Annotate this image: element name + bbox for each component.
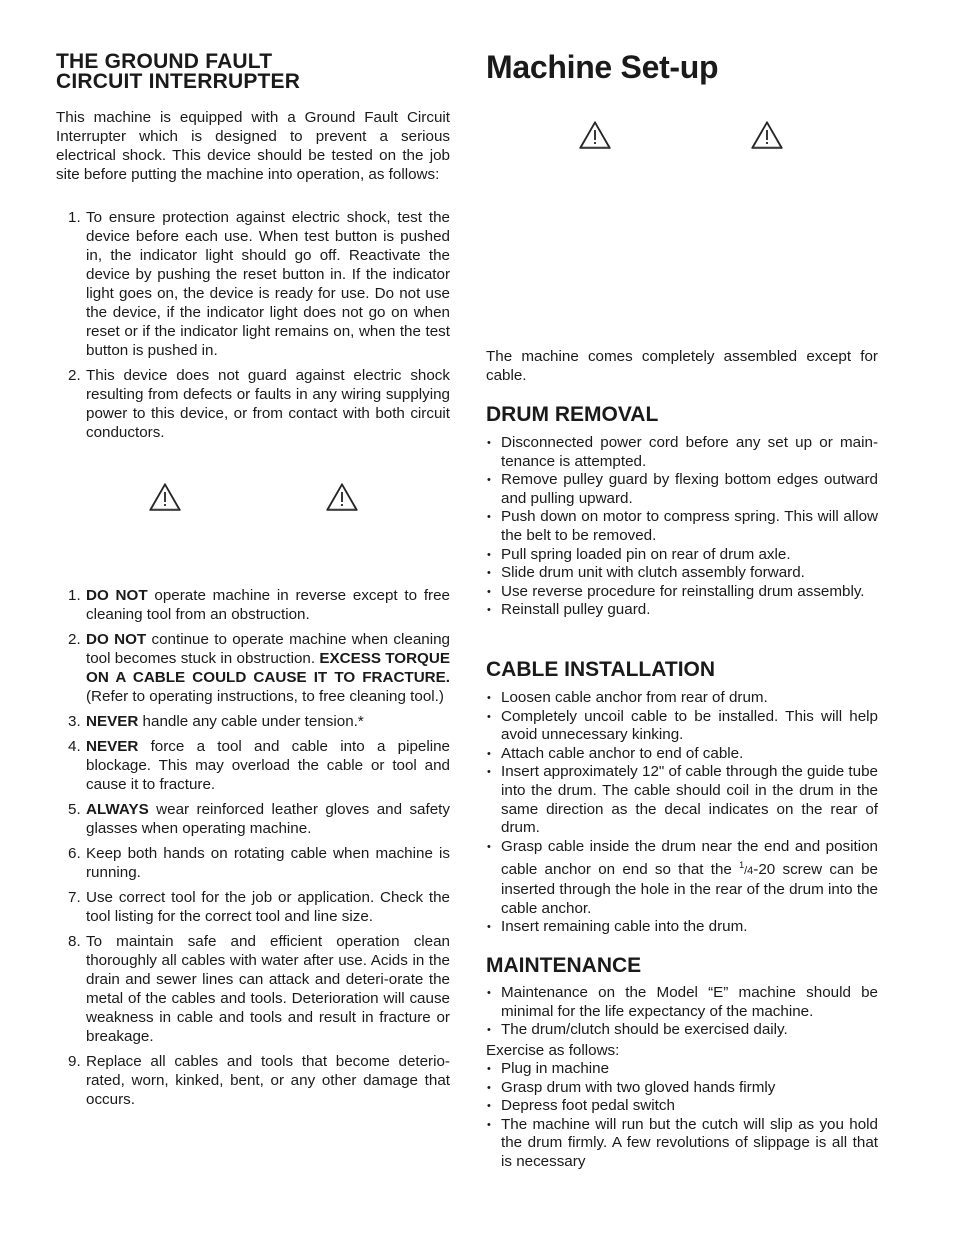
assembled-note: The machine comes completely assembled except for cable. bbox=[486, 348, 878, 384]
safety-rule-emphasis: DO NOT bbox=[86, 631, 147, 648]
list-item: • Depress foot pedal switch bbox=[486, 1097, 878, 1116]
list-item: • Grasp drum with two gloved hands firmly bbox=[486, 1079, 878, 1098]
safety-rule-text: To maintain safe and efficient operation clean thoroughly all cables with water after use. Acids in the drain and sewer lines can attack and deteri-orate the metal of the cables and tools. Deterioration will cause weakness in cable and tools and result in fracture or breakage. bbox=[86, 933, 450, 1045]
maintenance-list bbox=[486, 984, 878, 1040]
gfci-step-text: This device does not guard against electric shock resulting from defects or faults in any wiring supplying power to this device, or from contact with both circuit conductors. bbox=[86, 367, 450, 441]
exercise-steps-list bbox=[486, 1060, 878, 1172]
list-item: • Disconnected power cord before any set up or main-tenance is attempted. bbox=[486, 434, 878, 471]
safety-rule-number: 8. bbox=[68, 933, 81, 950]
safety-rule bbox=[56, 800, 450, 838]
drum-removal-list bbox=[486, 434, 878, 620]
gfci-step bbox=[56, 366, 450, 442]
warning-triangle-icon bbox=[578, 120, 612, 150]
safety-rule-text: force a tool and cable into a pipeline blockage. This may overload the cable or tool and cause it to fracture. bbox=[86, 738, 450, 793]
list-item: • Attach cable anchor to end of cable. bbox=[486, 745, 878, 764]
cable-installation-heading: CABLE INSTALLATION bbox=[486, 658, 716, 681]
list-item: • Completely uncoil cable to be installed. This will help avoid unnecessary kinking. bbox=[486, 708, 878, 745]
safety-rule-text: Use correct tool for the job or application. Check the tool listing for the correct tool and line size. bbox=[86, 889, 450, 925]
gfci-intro: This machine is equipped with a Ground Fault Circuit Interrupter which is designed to prevent a serious electrical shock. This device should be tested on the job site before putting the machine into operation, as follows: bbox=[56, 109, 450, 183]
safety-rule-number: 6. bbox=[68, 845, 81, 862]
safety-rule bbox=[56, 630, 450, 706]
gfci-step bbox=[56, 208, 450, 360]
safety-rule-number: 5. bbox=[68, 801, 81, 818]
safety-rule-emphasis: ALWAYS bbox=[86, 801, 149, 818]
safety-rule bbox=[56, 586, 450, 624]
safety-rule-text: wear reinforced leather gloves and safety glasses when operating machine. bbox=[86, 801, 450, 837]
gfci-heading-line2: CIRCUIT INTERRUPTER bbox=[56, 70, 301, 93]
exercise-label: Exercise as follows: bbox=[486, 1042, 620, 1059]
gfci-steps-list bbox=[56, 208, 450, 442]
safety-rule-number: 4. bbox=[68, 738, 81, 755]
list-item: • Reinstall pulley guard. bbox=[486, 601, 878, 620]
safety-rule-text-2: (Refer to operating instructions, to free cleaning tool.) bbox=[86, 688, 444, 705]
list-item: • Maintenance on the Model “E” machine should be minimal for the life expectancy of the machine. bbox=[486, 984, 878, 1021]
page-title: Machine Set-up bbox=[486, 49, 719, 85]
list-item: • Insert remaining cable into the drum. bbox=[486, 918, 878, 937]
list-item: • Plug in machine bbox=[486, 1060, 878, 1079]
fraction-numerator: 1 bbox=[739, 860, 745, 871]
maintenance-heading: MAINTENANCE bbox=[486, 954, 642, 977]
safety-rules-list bbox=[56, 586, 450, 1109]
fraction-denominator: /4 bbox=[744, 865, 754, 878]
gfci-heading bbox=[56, 52, 450, 92]
list-item: • Remove pulley guard by flexing bottom edges outward and pulling upward. bbox=[486, 471, 878, 508]
list-item: • Insert approximately 12" of cable through the guide tube into the drum. The cable should coil in the drum in the same direction as the decal indicates on the rear of drum. bbox=[486, 763, 878, 837]
safety-rule-emphasis-2: EXCESS TORQUE ON A CABLE COULD CAUSE IT TO FRACTURE. bbox=[86, 650, 450, 686]
safety-rule-number: 2. bbox=[68, 631, 81, 648]
gfci-step-number: 1. bbox=[68, 209, 81, 226]
safety-rule-emphasis: DO NOT bbox=[86, 587, 148, 604]
gfci-step-number: 2. bbox=[68, 367, 81, 384]
safety-rule-number: 3. bbox=[68, 713, 81, 730]
safety-rule-text: operate machine in reverse except to free cleaning tool from an obstruction. bbox=[86, 587, 451, 623]
warning-triangle-icon bbox=[750, 120, 784, 150]
safety-rule-number: 7. bbox=[68, 889, 81, 906]
safety-rule-text: Replace all cables and tools that become deterio-rated, worn, kinked, bent, or any other damage that occurs. bbox=[86, 1053, 450, 1108]
grasp-text: Grasp cable inside the drum near the end and position cable anchor on end so that the bbox=[501, 837, 878, 879]
warning-triangle-icon bbox=[325, 482, 359, 512]
gfci-step-text: To ensure protection against electric shock, test the device before each use. When test button is pushed in, the indicator light should go off. Reactivate the device by pushing the reset button in. If the indicator light goes on, the device is ready for use. Do not use the device, if the indicator light does not go on when reset or if the indicator light remains on, when the test button is pushed in. bbox=[86, 209, 450, 359]
safety-rule bbox=[56, 1052, 450, 1109]
list-item: • The machine will run but the cutch will slip as you hold the drum firmly. A few revolutions of slippage is all that is necessary bbox=[486, 1116, 878, 1172]
grasp-text-end: -20 screw can be inserted through the hole in the rear of the drum into the cable anchor. bbox=[501, 861, 878, 917]
list-item: • Push down on motor to compress spring. This will allow the belt to be removed. bbox=[486, 508, 878, 545]
safety-rule bbox=[56, 737, 450, 794]
safety-rule bbox=[56, 712, 450, 731]
safety-rule bbox=[56, 932, 450, 1046]
drum-removal-heading: DRUM REMOVAL bbox=[486, 403, 659, 426]
safety-rule-text: handle any cable under tension.* bbox=[138, 713, 364, 730]
warning-triangle-icon bbox=[148, 482, 182, 512]
safety-rule bbox=[56, 888, 450, 926]
list-item: • Slide drum unit with clutch assembly forward. bbox=[486, 564, 878, 583]
safety-rule bbox=[56, 844, 450, 882]
list-item: • Use reverse procedure for reinstalling drum assembly. bbox=[486, 583, 878, 602]
list-item: • Loosen cable anchor from rear of drum. bbox=[486, 689, 878, 708]
safety-rule-number: 1. bbox=[68, 587, 81, 604]
gfci-heading-line1: THE GROUND FAULT bbox=[56, 50, 273, 73]
safety-rule-emphasis: NEVER bbox=[86, 713, 139, 730]
list-item: • The drum/clutch should be exercised daily. bbox=[486, 1021, 878, 1040]
safety-rule-text: Keep both hands on rotating cable when machine is running. bbox=[86, 845, 450, 881]
list-item bbox=[486, 838, 878, 918]
list-item: • Pull spring loaded pin on rear of drum axle. bbox=[486, 546, 878, 565]
safety-rule-emphasis: NEVER bbox=[86, 738, 139, 755]
safety-rule-number: 9. bbox=[68, 1053, 81, 1070]
cable-installation-list bbox=[486, 689, 878, 937]
safety-rule-text: continue to operate machine when cleaning tool becomes stuck in obstruction. bbox=[86, 631, 451, 667]
